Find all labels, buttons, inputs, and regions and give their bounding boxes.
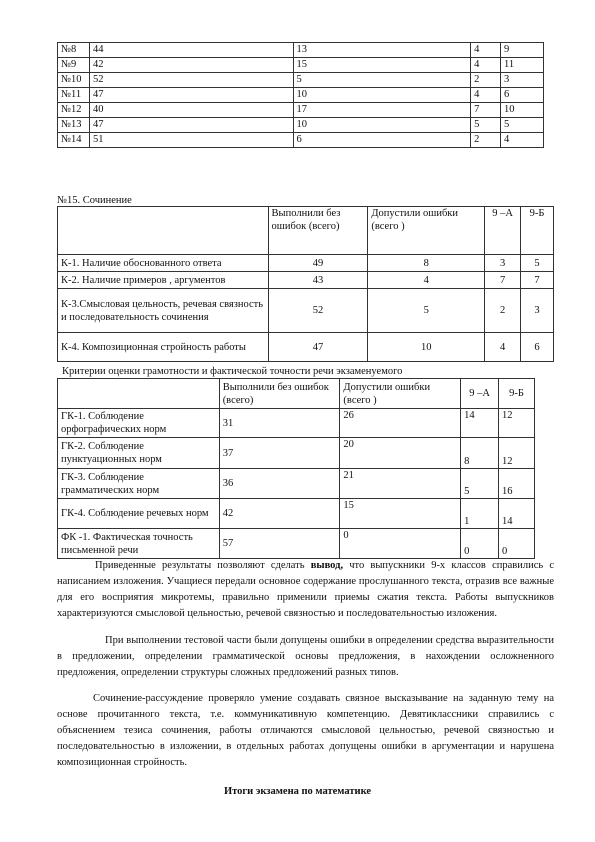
table-cell: ГК-3. Соблюдение грамматических норм bbox=[58, 469, 220, 499]
table-cell: 47 bbox=[89, 88, 293, 103]
table-cell: 6 bbox=[521, 333, 554, 362]
table-header-row bbox=[58, 379, 535, 409]
table-cell: 52 bbox=[268, 289, 368, 333]
table-header-cell: 9 –А bbox=[461, 379, 499, 409]
table-cell: ГК-1. Соблюдение орфографических норм bbox=[58, 409, 220, 438]
table-cell: 15 bbox=[340, 499, 461, 529]
table-cell: 3 bbox=[521, 289, 554, 333]
table-cell: 47 bbox=[268, 333, 368, 362]
table-cell: №9 bbox=[58, 58, 90, 73]
table-cell: 13 bbox=[293, 43, 471, 58]
conclusion-bold-word: вывод, bbox=[310, 560, 344, 571]
table-cell: 5 bbox=[521, 255, 554, 272]
table-cell: 36 bbox=[219, 469, 340, 499]
table-cell: 4 bbox=[501, 133, 544, 148]
table-cell: 17 bbox=[293, 103, 471, 118]
table-cell: 42 bbox=[219, 499, 340, 529]
table-cell: 43 bbox=[268, 272, 368, 289]
table-cell: №11 bbox=[58, 88, 90, 103]
conclusion-text-end: что выпускники 9-х классов справились с написанием изложения. Учащиеся передали основное содержание прослушанного текста, отразив все важные для его восприятия микротемы, правильно применили приемы сжатия текста. Работы выпускников характеризуются смысловой цельностью, речевой связностью и последовательностью изложения. bbox=[57, 560, 554, 619]
table-cell: №13 bbox=[58, 118, 90, 133]
table-row bbox=[58, 118, 544, 133]
table-header-cell: Допустили ошибки (всего ) bbox=[340, 379, 461, 409]
table-cell: 0 bbox=[499, 529, 535, 559]
table-cell: 11 bbox=[501, 58, 544, 73]
table-row bbox=[58, 43, 544, 58]
table-cell: 10 bbox=[293, 118, 471, 133]
table-header-cell: 9-Б bbox=[521, 207, 554, 255]
table-cell: 5 bbox=[501, 118, 544, 133]
table-header-cell: Допустили ошибки (всего ) bbox=[368, 207, 485, 255]
table-cell: 10 bbox=[501, 103, 544, 118]
table-cell: 5 bbox=[368, 289, 485, 333]
table-header-cell: Выполнили без ошибок (всего) bbox=[219, 379, 340, 409]
table-header-cell bbox=[58, 379, 220, 409]
table-cell: 10 bbox=[368, 333, 485, 362]
table-row bbox=[58, 103, 544, 118]
table-cell: 44 bbox=[89, 43, 293, 58]
table-row bbox=[58, 438, 535, 469]
table-row bbox=[58, 469, 535, 499]
table-cell: 40 bbox=[89, 103, 293, 118]
table-cell: 2 bbox=[485, 289, 521, 333]
table-cell: 51 bbox=[89, 133, 293, 148]
table-cell: 0 bbox=[461, 529, 499, 559]
essay-table-caption: №15. Сочинение bbox=[57, 195, 132, 206]
table-cell: ФК -1. Фактическая точность письменной речи bbox=[58, 529, 220, 559]
table-row bbox=[58, 88, 544, 103]
table-cell: ГК-2. Соблюдение пунктуационных норм bbox=[58, 438, 220, 469]
table-row bbox=[58, 255, 554, 272]
table-cell: 10 bbox=[293, 88, 471, 103]
table-row bbox=[58, 529, 535, 559]
table-cell: 47 bbox=[89, 118, 293, 133]
table-cell: 31 bbox=[219, 409, 340, 438]
table-header-cell: 9 –А bbox=[485, 207, 521, 255]
table-row bbox=[58, 272, 554, 289]
table-cell: 4 bbox=[368, 272, 485, 289]
table-cell: 6 bbox=[293, 133, 471, 148]
table-cell: 16 bbox=[499, 469, 535, 499]
table-cell: 20 bbox=[340, 438, 461, 469]
table-row bbox=[58, 409, 535, 438]
table-cell: 0 bbox=[340, 529, 461, 559]
literacy-criteria-table bbox=[57, 378, 535, 559]
table-cell: №12 bbox=[58, 103, 90, 118]
table-cell: 12 bbox=[499, 438, 535, 469]
table-cell: 14 bbox=[461, 409, 499, 438]
table-cell: №8 bbox=[58, 43, 90, 58]
test-part-paragraph: При выполнении тестовой части были допущены ошибки в определении средства выразительности в предложении, определении грамматической основы предложения, в нахождении осложненного предложения, определении структуры сложных предложений разных типов. bbox=[57, 635, 554, 678]
table-cell: 7 bbox=[471, 103, 501, 118]
table-cell: №14 bbox=[58, 133, 90, 148]
table-cell: 42 bbox=[89, 58, 293, 73]
results-table-tasks bbox=[57, 42, 544, 148]
table-cell: 7 bbox=[521, 272, 554, 289]
literacy-table-caption: Критерии оценки грамотности и фактической точности речи экзаменуемого bbox=[62, 366, 403, 377]
table-cell: ГК-4. Соблюдение речевых норм bbox=[58, 499, 220, 529]
table-header-row bbox=[58, 207, 554, 255]
table-cell: 4 bbox=[471, 58, 501, 73]
table-cell: К-1. Наличие обоснованного ответа bbox=[58, 255, 269, 272]
table-cell: 49 bbox=[268, 255, 368, 272]
table-cell: 12 bbox=[499, 409, 535, 438]
table-cell: 5 bbox=[461, 469, 499, 499]
table-cell: 57 bbox=[219, 529, 340, 559]
table-row bbox=[58, 499, 535, 529]
table-cell: 37 bbox=[219, 438, 340, 469]
conclusion-text-start: Приведенные результаты позволяют сделать bbox=[95, 560, 311, 571]
table-row bbox=[58, 73, 544, 88]
table-cell: 21 bbox=[340, 469, 461, 499]
table-cell: К-3.Смысловая цельность, речевая связность и последовательность сочинения bbox=[58, 289, 269, 333]
table-header-cell: 9-Б bbox=[499, 379, 535, 409]
table-cell: 3 bbox=[485, 255, 521, 272]
table-cell: 3 bbox=[501, 73, 544, 88]
table-cell: 5 bbox=[471, 118, 501, 133]
table-header-cell: Выполнили без ошибок (всего) bbox=[268, 207, 368, 255]
math-exam-heading: Итоги экзамена по математике bbox=[223, 786, 372, 797]
conclusion-paragraph bbox=[57, 558, 554, 622]
table-cell: 1 bbox=[461, 499, 499, 529]
table-cell: К-2. Наличие примеров , аргументов bbox=[58, 272, 269, 289]
table-header-cell bbox=[58, 207, 269, 255]
table-cell: 9 bbox=[501, 43, 544, 58]
table-cell: 2 bbox=[471, 133, 501, 148]
table-cell: 4 bbox=[485, 333, 521, 362]
table-cell: 8 bbox=[461, 438, 499, 469]
table-cell: 4 bbox=[471, 88, 501, 103]
table-cell: 4 bbox=[471, 43, 501, 58]
table-cell: 26 bbox=[340, 409, 461, 438]
table-cell: №10 bbox=[58, 73, 90, 88]
table-cell: 2 bbox=[471, 73, 501, 88]
table-cell: 5 bbox=[293, 73, 471, 88]
table-cell: К-4. Композиционная стройность работы bbox=[58, 333, 269, 362]
table-row bbox=[58, 289, 554, 333]
essay-paragraph: Сочинение-рассуждение проверяло умение создавать связное высказывание на заданную тему на основе прочитанного текста, т.е. коммуникативную компетенцию. Девятиклассники справились с объяснением тезиса сочинения, работы отличаются смысловой цельностью, речевой связностью и последовательностью в изложении, в отдельных работах допущены ошибки в аргументации и нарушена композиционная стройность. bbox=[57, 693, 554, 768]
essay-criteria-table bbox=[57, 206, 554, 362]
table-cell: 52 bbox=[89, 73, 293, 88]
table-cell: 15 bbox=[293, 58, 471, 73]
table-row bbox=[58, 133, 544, 148]
table-row bbox=[58, 58, 544, 73]
table-cell: 6 bbox=[501, 88, 544, 103]
table-cell: 8 bbox=[368, 255, 485, 272]
table-cell: 7 bbox=[485, 272, 521, 289]
table-row bbox=[58, 333, 554, 362]
table-cell: 14 bbox=[499, 499, 535, 529]
